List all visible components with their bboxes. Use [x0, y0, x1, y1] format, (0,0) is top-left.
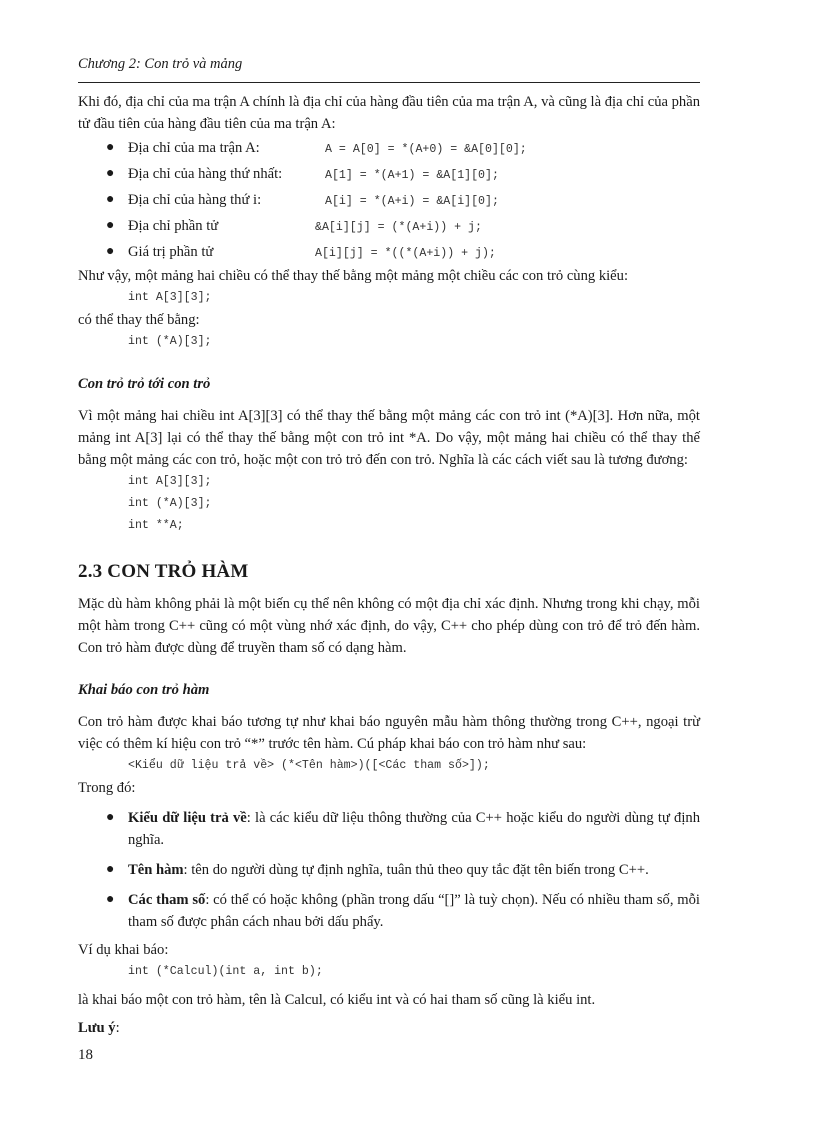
pointer-to-pointer-paragraph: Vì một mảng hai chiều int A[3][3] có thể thay thế bằng một mảng các con trỏ int (*A)[3]. Hơn nữa, một mảng int A[3] lại có thể thay thế bằng một con trỏ int *A. Do vậy, một mảng hai chiều có thể thay thế bằng một mảng các con trỏ, hoặc một con trỏ trỏ đến con trỏ. Nghĩa là các cách viết sau là tương đương: — [78, 408, 700, 468]
list-item — [78, 807, 700, 851]
subheading-pointer-to-pointer: Con trỏ trỏ tới con trỏ — [78, 376, 211, 392]
bullet-icon: ● — [106, 218, 115, 233]
example-code-line: int (*Calcul)(int a, int b); — [128, 965, 323, 978]
page-body — [78, 91, 700, 1039]
page-number: 18 — [78, 1047, 93, 1063]
list-item: ● Địa chỉ của hàng thứ i: A[i] = *(A+i) = &A[i][0]; — [78, 187, 700, 213]
can-replace-text: có thể thay thế bằng: — [78, 312, 200, 328]
term: Tên hàm — [128, 862, 184, 878]
list-item — [78, 889, 700, 933]
code-line: int (*A)[3]; — [128, 497, 212, 510]
address-list — [78, 135, 700, 265]
bullet-icon: ● — [106, 140, 115, 155]
where-label: Trong đó: — [78, 780, 136, 796]
replace-paragraph: Như vậy, một mảng hai chiều có thể thay thế bằng một mảng một chiều các con trỏ cùng kiểu: — [78, 268, 629, 284]
example-description: là khai báo một con trỏ hàm, tên là Calcul, có kiểu int và có hai tham số cũng là kiểu int. — [78, 992, 596, 1008]
section-title: 2.3 CON TRỎ HÀM — [78, 561, 249, 582]
definition-list — [78, 807, 700, 933]
intro-paragraph: Khi đó, địa chỉ của ma trận A chính là địa chỉ của hàng đầu tiên của ma trận A, và cũng là địa chỉ của phần tử đầu tiên của hàng đầu tiên của ma trận A: — [78, 94, 700, 132]
bullet-icon: ● — [106, 862, 115, 877]
term: Các tham số — [128, 892, 206, 908]
bullet-icon: ● — [106, 166, 115, 181]
note-label: Lưu ý: — [78, 1020, 120, 1036]
code-line: int A[3][3]; — [128, 475, 212, 488]
chapter-header: Chương 2: Con trỏ và mảng — [78, 56, 243, 72]
list-item: ● Địa chỉ phần tử &A[i][j] = (*(A+i)) + j; — [78, 213, 700, 239]
term-description: : là các kiểu dữ liệu thông thường của C++ hoặc kiểu do người dùng tự định nghĩa. — [128, 810, 700, 848]
list-item: ● Địa chỉ của ma trận A: A = A[0] = *(A+0) = &A[0][0]; — [78, 135, 700, 161]
bullet-icon: ● — [106, 810, 115, 825]
bullet-icon: ● — [106, 192, 115, 207]
code-line: int A[3][3]; — [128, 291, 212, 304]
example-label: Ví dụ khai báo: — [78, 942, 169, 958]
term: Kiểu dữ liệu trả về — [128, 810, 247, 826]
list-item — [78, 859, 700, 881]
section-paragraph: Mặc dù hàm không phải là một biến cụ thể nên không có một địa chỉ xác định. Nhưng trong khi chạy, mỗi một hàm trong C++ cũng có một vùng nhớ xác định, do vậy, C++ cho phép dùng con trỏ để trỏ đến hàm. Con trỏ hàm được dùng để truyền tham số có dạng hàm. — [78, 596, 700, 656]
bullet-icon: ● — [106, 892, 115, 907]
code-line: int **A; — [128, 519, 184, 532]
subheading-declaration: Khai báo con trỏ hàm — [78, 682, 210, 698]
header-divider — [78, 82, 700, 83]
term-description: : tên do người dùng tự định nghĩa, tuân thủ theo quy tắc đặt tên biến trong C++. — [183, 862, 649, 878]
term-description: : có thể có hoặc không (phần trong dấu “[]” là tuỳ chọn). Nếu có nhiều tham số, mỗi tham số được phân cách nhau bởi dấu phẩy. — [128, 892, 700, 930]
syntax-code-line: <Kiểu dữ liệu trả về> (*<Tên hàm>)([<Các tham số>]); — [128, 759, 490, 772]
declaration-paragraph: Con trỏ hàm được khai báo tương tự như khai báo nguyên mẫu hàm thông thường trong C++, ngoại trừ việc có thêm kí hiệu con trỏ “*” trước tên hàm. Cú pháp khai báo con trỏ hàm như sau: — [78, 714, 700, 752]
code-line: int (*A)[3]; — [128, 335, 212, 348]
list-item: ● Giá trị phần tử A[i][j] = *((*(A+i)) + j); — [78, 239, 700, 265]
bullet-icon: ● — [106, 244, 115, 259]
list-item: ● Địa chỉ của hàng thứ nhất: A[1] = *(A+1) = &A[1][0]; — [78, 161, 700, 187]
